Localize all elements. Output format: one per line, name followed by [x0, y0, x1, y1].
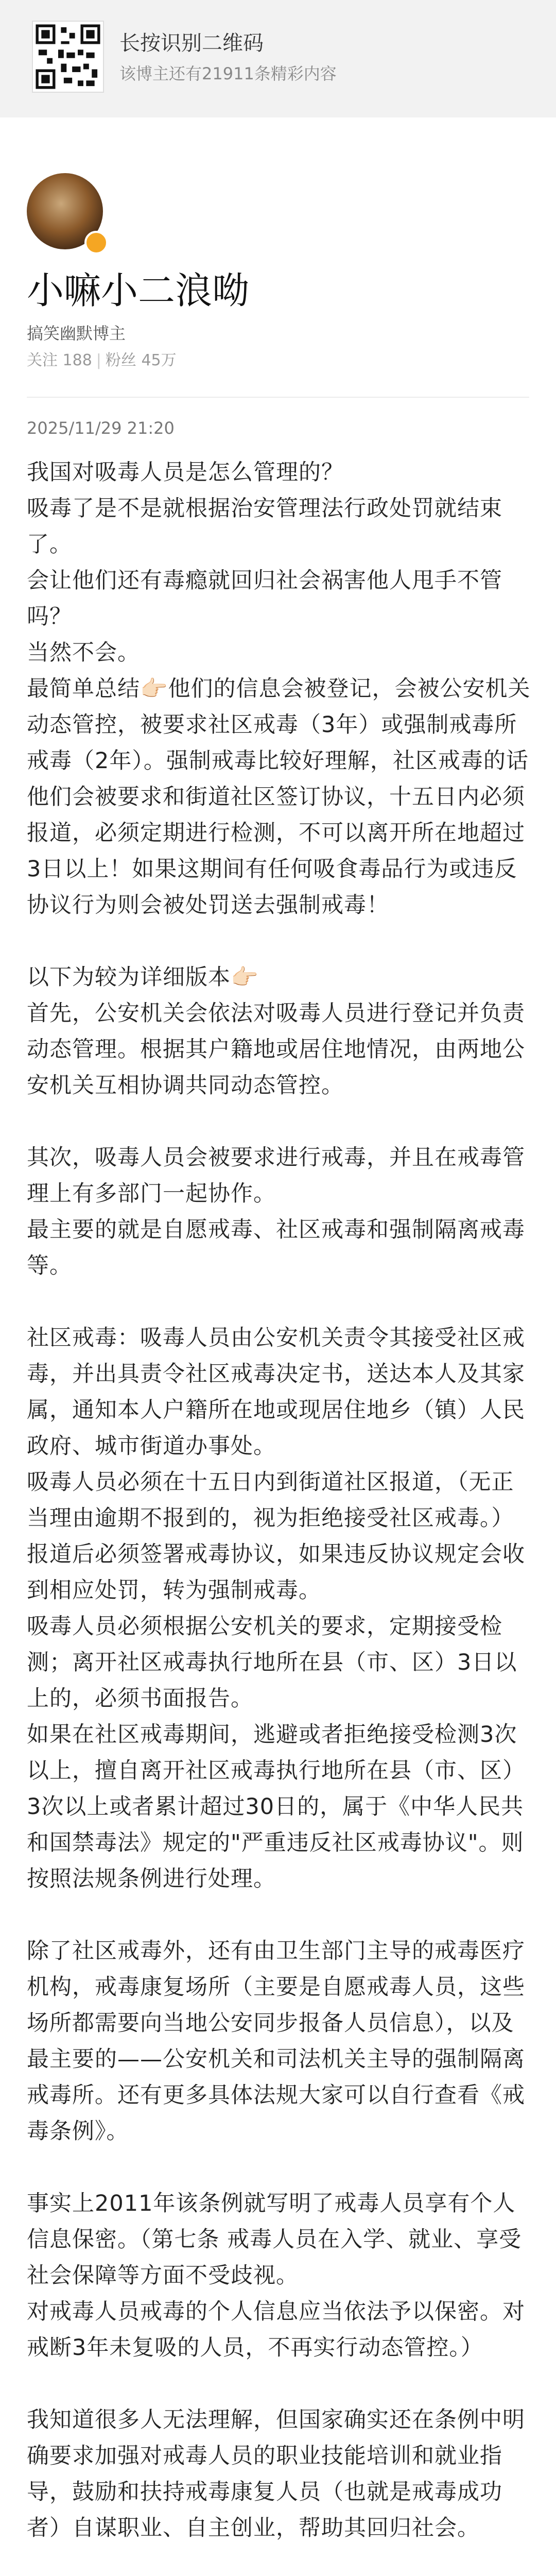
banner-title: 长按识别二维码 — [119, 31, 264, 55]
article-paragraph: 除了社区戒毒外，还有由卫生部门主导的戒毒医疗机构，戒毒康复场所（主要是自愿戒毒人员，这些场所都需要向当地公安同步报备人员信息），以及最主要的——公安机关和司法机关主导的强制隔离戒毒所。还有更多具体法规大家可以自行查看《戒毒条例》。 — [27, 1938, 525, 2144]
article-paragraph: 会让他们还有毒瘾就回归社会祸害他人甩手不管吗？ — [27, 568, 502, 630]
qr-code-small[interactable] — [32, 21, 104, 93]
verified-badge-icon — [84, 231, 108, 255]
paragraph-spacer — [27, 1897, 533, 1933]
top-qr-banner — [0, 0, 556, 117]
author-tag: 搞笑幽默博主 — [27, 324, 126, 343]
article-paragraph: 吸毒人员必须根据公安机关的要求，定期接受检测；离开社区戒毒执行地所在县（市、区）3日以上的，必须书面报告。 — [27, 1614, 517, 1711]
article-paragraph: 社区戒毒：吸毒人员由公安机关责令其接受社区戒毒，并出具责令社区戒毒决定书，送达本人及其家属，通知本人户籍所在地或现居住地乡（镇）人民政府、城市街道办事处。 — [27, 1325, 525, 1459]
qr-code-icon — [33, 22, 103, 92]
article-paragraph: 如果在社区戒毒期间，逃避或者拒绝接受检测3次以上，擅自离开社区戒毒执行地所在县（市、区）3次以上或者累计超过30日的，属于《中华人民共和国禁毒法》规定的"严重违反社区戒毒协议"。则按照法规条例进行处理。 — [27, 1722, 525, 1892]
article-paragraph: 事实上2011年该条例就写明了戒毒人员享有个人信息保密。（第七条 戒毒人员在入学、就业、享受社会保障等方面不受歧视。 — [27, 2191, 522, 2289]
article-paragraph: 吸毒了是不是就根据治安管理法行政处罚就结束了。 — [27, 496, 502, 557]
article-paragraph: 吸毒人员必须在十五日内到街道社区报道，（无正当理由逾期不报到的，视为拒绝接受社区戒毒。） — [27, 1469, 514, 1531]
author-stats: 关注 188 | 粉丝 45万 — [27, 351, 177, 369]
banner-subtitle: 该博主还有21911条精彩内容 — [119, 64, 337, 83]
follow-count: 关注 188 — [27, 351, 92, 369]
paragraph-spacer — [27, 2546, 533, 2576]
article-paragraph: 最简单总结👉🏻他们的信息会被登记，会被公安机关动态管控，被要求社区戒毒（3年）或强制戒毒所戒毒（2年）。强制戒毒比较好理解，社区戒毒的话他们会被要求和街道社区签订协议，十五日内必须报道，必须定期进行检测，不可以离开所在地超过3日以上！如果这期间有任何吸食毒品行为或违反协议行为则会被处罚送去强制戒毒！ — [27, 676, 531, 918]
article-paragraph: 首先，公安机关会依法对吸毒人员进行登记并负责动态管理。根据其户籍地或居住地情况，由两地公安机关互相协调共同动态管控。 — [27, 1001, 525, 1098]
article-paragraph: 最主要的就是自愿戒毒、社区戒毒和强制隔离戒毒等。 — [27, 1217, 525, 1279]
article-paragraph: 对戒毒人员戒毒的个人信息应当依法予以保密。对戒断3年未复吸的人员，不再实行动态管控。） — [27, 2299, 525, 2361]
paragraph-spacer — [27, 1284, 533, 1320]
paragraph-spacer — [27, 2149, 533, 2185]
post-date: 2025/11/29 21:20 — [27, 418, 175, 438]
article-paragraph: 当然不会。 — [27, 640, 140, 666]
author-name[interactable]: 小嘛小二浪呦 — [27, 269, 250, 312]
article-paragraph: 我国对吸毒人员是怎么管理的？ — [27, 460, 344, 485]
article-paragraph: 其次，吸毒人员会被要求进行戒毒，并且在戒毒管理上有多部门一起协作。 — [27, 1145, 525, 1207]
fans-count: 粉丝 45万 — [105, 351, 177, 369]
paragraph-spacer — [27, 923, 533, 959]
article-paragraph: 报道后必须签署戒毒协议，如果违反协议规定会收到相应处罚，转为强制戒毒。 — [27, 1541, 525, 1603]
paragraph-spacer — [27, 2366, 533, 2402]
article-body — [27, 454, 533, 2576]
article-paragraph: 我知道很多人无法理解，但国家确实还在条例中明确要求加强对戒毒人员的职业技能培训和就业指导，鼓励和扶持戒毒康复人员（也就是戒毒成功者）自谋职业、自主创业，帮助其回归社会。 — [27, 2407, 525, 2541]
paragraph-spacer — [27, 1104, 533, 1140]
divider — [27, 397, 529, 398]
article-paragraph: 以下为较为详细版本👉🏻 — [27, 964, 259, 990]
